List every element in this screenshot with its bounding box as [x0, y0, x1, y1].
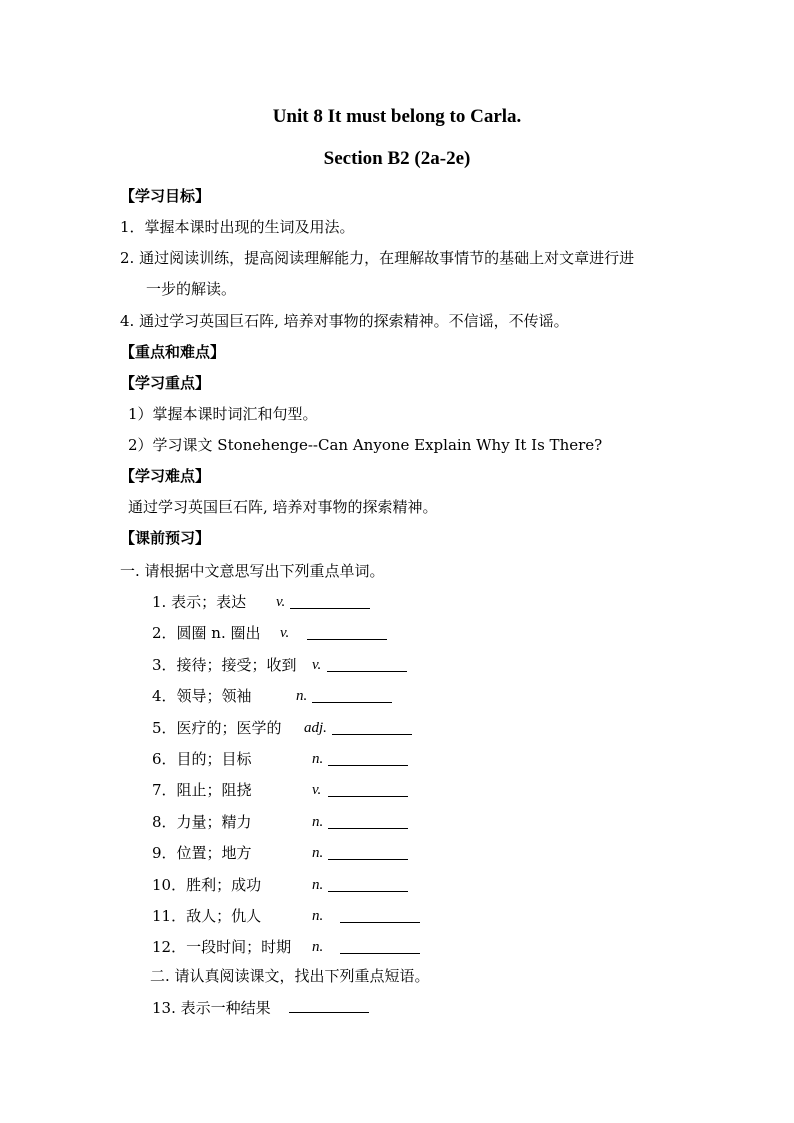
answer-blank[interactable]: [307, 625, 387, 640]
vocab-item: [152, 623, 290, 643]
part-of-speech: v.: [276, 594, 286, 610]
answer-blank[interactable]: [328, 751, 408, 766]
vocab-label: 10．胜利；成功: [152, 876, 262, 894]
vocab-item: [152, 812, 324, 832]
phrase-label: 13. 表示一种结果: [152, 999, 271, 1017]
preview-part1-instruction: 一. 请根据中文意思写出下列重点单词。: [120, 562, 385, 580]
vocab-item: [152, 592, 286, 612]
answer-blank[interactable]: [289, 998, 369, 1013]
document-subtitle: Section B2 (2a-2e): [323, 148, 471, 169]
part-of-speech: n.: [312, 814, 324, 830]
vocab-label: 9．位置；地方: [152, 844, 252, 862]
answer-blank[interactable]: [328, 877, 408, 892]
goal-item-continued: 一步的解读。: [146, 280, 237, 298]
answer-blank[interactable]: [332, 720, 412, 735]
vocab-label: 8．力量；精力: [152, 813, 252, 831]
preview-heading: 【课前预习】: [120, 529, 211, 547]
part-of-speech: n.: [312, 908, 324, 924]
part-of-speech: v.: [280, 625, 290, 641]
vocab-label: 5．医疗的；医学的: [152, 719, 282, 737]
part-of-speech: n.: [312, 845, 324, 861]
key-point-item: 2）学习课文 Stonehenge--Can Anyone Explain Why It Is There?: [128, 436, 603, 454]
document-title: Unit 8 It must belong to Carla.: [272, 106, 522, 127]
part-of-speech: n.: [296, 688, 308, 704]
vocab-item: [152, 749, 324, 769]
goal-item: 2. 通过阅读训练，提高阅读理解能力，在理解故事情节的基础上对文章进行进: [120, 249, 635, 267]
part-of-speech: v.: [312, 782, 322, 798]
vocab-item: [152, 655, 322, 675]
vocab-item: [152, 843, 324, 863]
difficult-points-heading: 【学习难点】: [120, 467, 211, 485]
part-of-speech: adj.: [304, 720, 327, 736]
vocab-label: 3．接待；接受；收到: [152, 656, 297, 674]
preview-part2-instruction: 二. 请认真阅读课文，找出下列重点短语。: [150, 967, 430, 985]
answer-blank[interactable]: [312, 688, 392, 703]
vocab-label: 6．目的；目标: [152, 750, 252, 768]
answer-blank[interactable]: [290, 594, 370, 609]
answer-blank[interactable]: [328, 845, 408, 860]
vocab-item: [152, 875, 324, 895]
answer-blank[interactable]: [340, 908, 420, 923]
vocab-item: [152, 718, 327, 738]
vocab-label: 7．阻止；阻挠: [152, 781, 252, 799]
vocab-label: 2．圆圈 n. 圈出: [152, 624, 261, 642]
part-of-speech: n.: [312, 751, 324, 767]
part-of-speech: v.: [312, 657, 322, 673]
vocab-item: [152, 686, 308, 706]
answer-blank[interactable]: [328, 782, 408, 797]
vocab-label: 12．一段时间；时期: [152, 938, 292, 956]
vocab-label: 1. 表示；表达: [152, 593, 247, 611]
goal-item: 4. 通过学习英国巨石阵, 培养对事物的探索精神。不信谣，不传谣。: [120, 312, 569, 330]
answer-blank[interactable]: [327, 657, 407, 672]
difficult-point-text: 通过学习英国巨石阵, 培养对事物的探索精神。: [128, 498, 438, 516]
vocab-item: [152, 937, 324, 957]
key-points-heading: 【学习重点】: [120, 374, 211, 392]
phrase-item: [152, 998, 369, 1018]
answer-blank[interactable]: [340, 939, 420, 954]
part-of-speech: n.: [312, 877, 324, 893]
key-difficult-heading: 【重点和难点】: [120, 343, 226, 361]
vocab-label: 11．敌人；仇人: [152, 907, 262, 925]
vocab-label: 4．领导；领袖: [152, 687, 252, 705]
key-point-item: 1）掌握本课时词汇和句型。: [128, 405, 318, 423]
part-of-speech: n.: [312, 939, 324, 955]
vocab-item: [152, 906, 324, 926]
answer-blank[interactable]: [328, 814, 408, 829]
goals-heading: 【学习目标】: [120, 187, 211, 205]
vocab-item: [152, 780, 322, 800]
goal-item: 1．掌握本课时出现的生词及用法。: [120, 218, 355, 236]
